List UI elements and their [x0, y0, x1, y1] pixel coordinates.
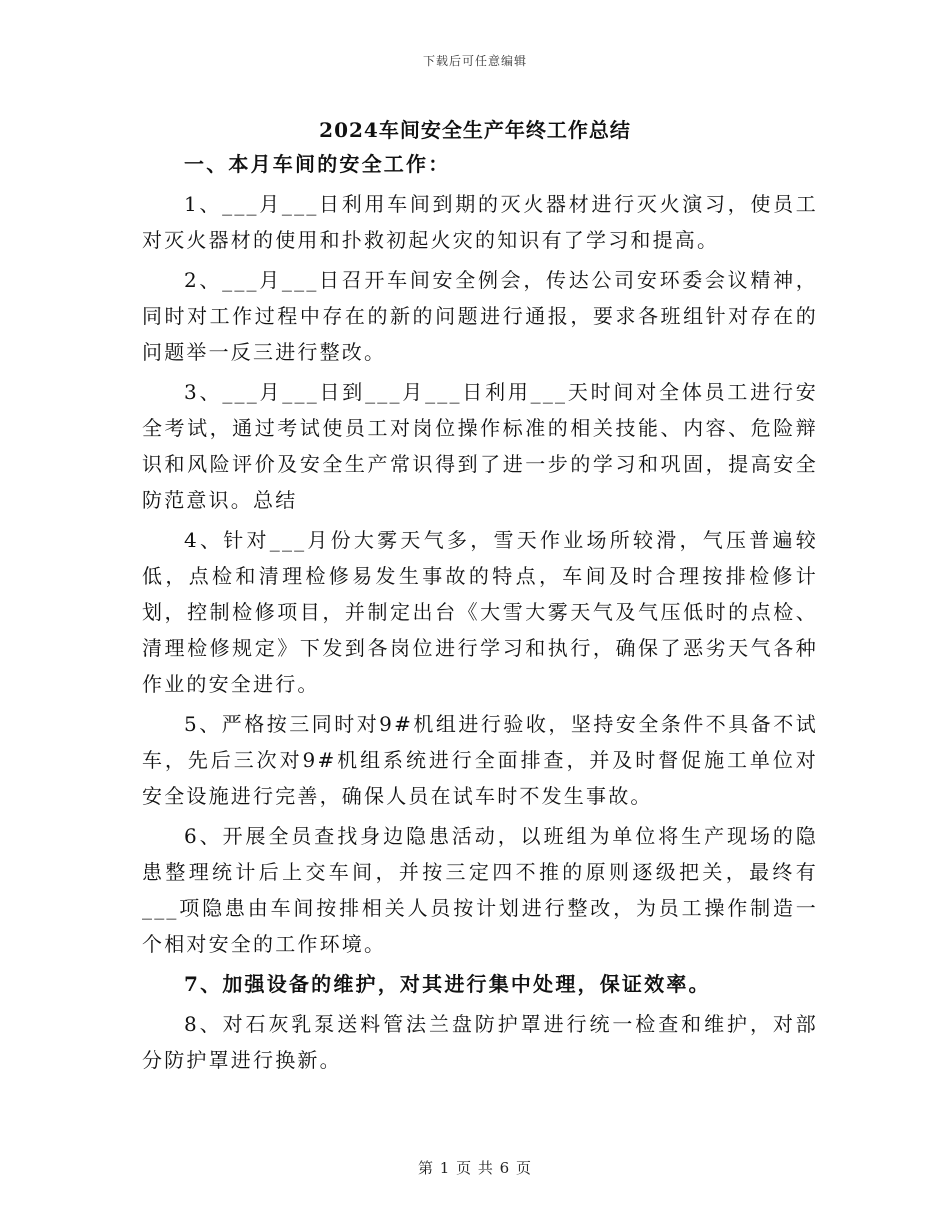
section-heading-1: 一、本月车间的安全工作： [184, 152, 451, 176]
document-title: 2024车间安全生产年终工作总结 [319, 118, 631, 142]
document-body [142, 146, 818, 1082]
paragraph-item-5: 5、严格按三同时对9#机组进行验收，坚持安全条件不具备不试车，先后三次对9#机组系统进行全面排查，并及时督促施工单位对安全设施进行完善，确保人员在试车时不发生事故。 [142, 712, 818, 808]
paragraph-item-8: 8、对石灰乳泵送料管法兰盘防护罩进行统一检查和维护，对部分防护罩进行换新。 [142, 1012, 818, 1072]
paragraph-item-1: 1、___月___日利用车间到期的灭火器材进行灭火演习，使员工对灭火器材的使用和扑救初起火灾的知识有了学习和提高。 [142, 192, 818, 252]
paragraph-item-6: 6、开展全员查找身边隐患活动，以班组为单位将生产现场的隐患整理统计后上交车间，并按三定四不推的原则逐级把关，最终有___项隐患由车间按排相关人员按计划进行整改，为员工操作制造一个相对安全的工作环境。 [142, 824, 818, 956]
paragraph-item-7: 7、加强设备的维护，对其进行集中处理，保证效率。 [184, 972, 711, 996]
paragraph-item-4: 4、针对___月份大雾天气多，雪天作业场所较滑，气压普遍较低，点检和清理检修易发生事故的特点，车间及时合理按排检修计划，控制检修项目，并制定出台《大雪大雾天气及气压低时的点检、清理检修规定》下发到各岗位进行学习和执行，确保了恶劣天气各种作业的安全进行。 [142, 528, 818, 696]
page-number: 第 1 页 共 6 页 [418, 1159, 532, 1177]
paragraph-item-2: 2、___月___日召开车间安全例会，传达公司安环委会议精神，同时对工作过程中存在的新的问题进行通报，要求各班组针对存在的问题举一反三进行整改。 [142, 268, 818, 364]
page-header-note: 下载后可任意编辑 [422, 54, 527, 68]
paragraph-item-3: 3、___月___日到___月___日利用___天时间对全体员工进行安全考试，通过考试使员工对岗位操作标准的相关技能、内容、危险辩识和风险评价及安全生产常识得到了进一步的学习和巩固，提高安全防范意识。总结 [142, 380, 818, 512]
